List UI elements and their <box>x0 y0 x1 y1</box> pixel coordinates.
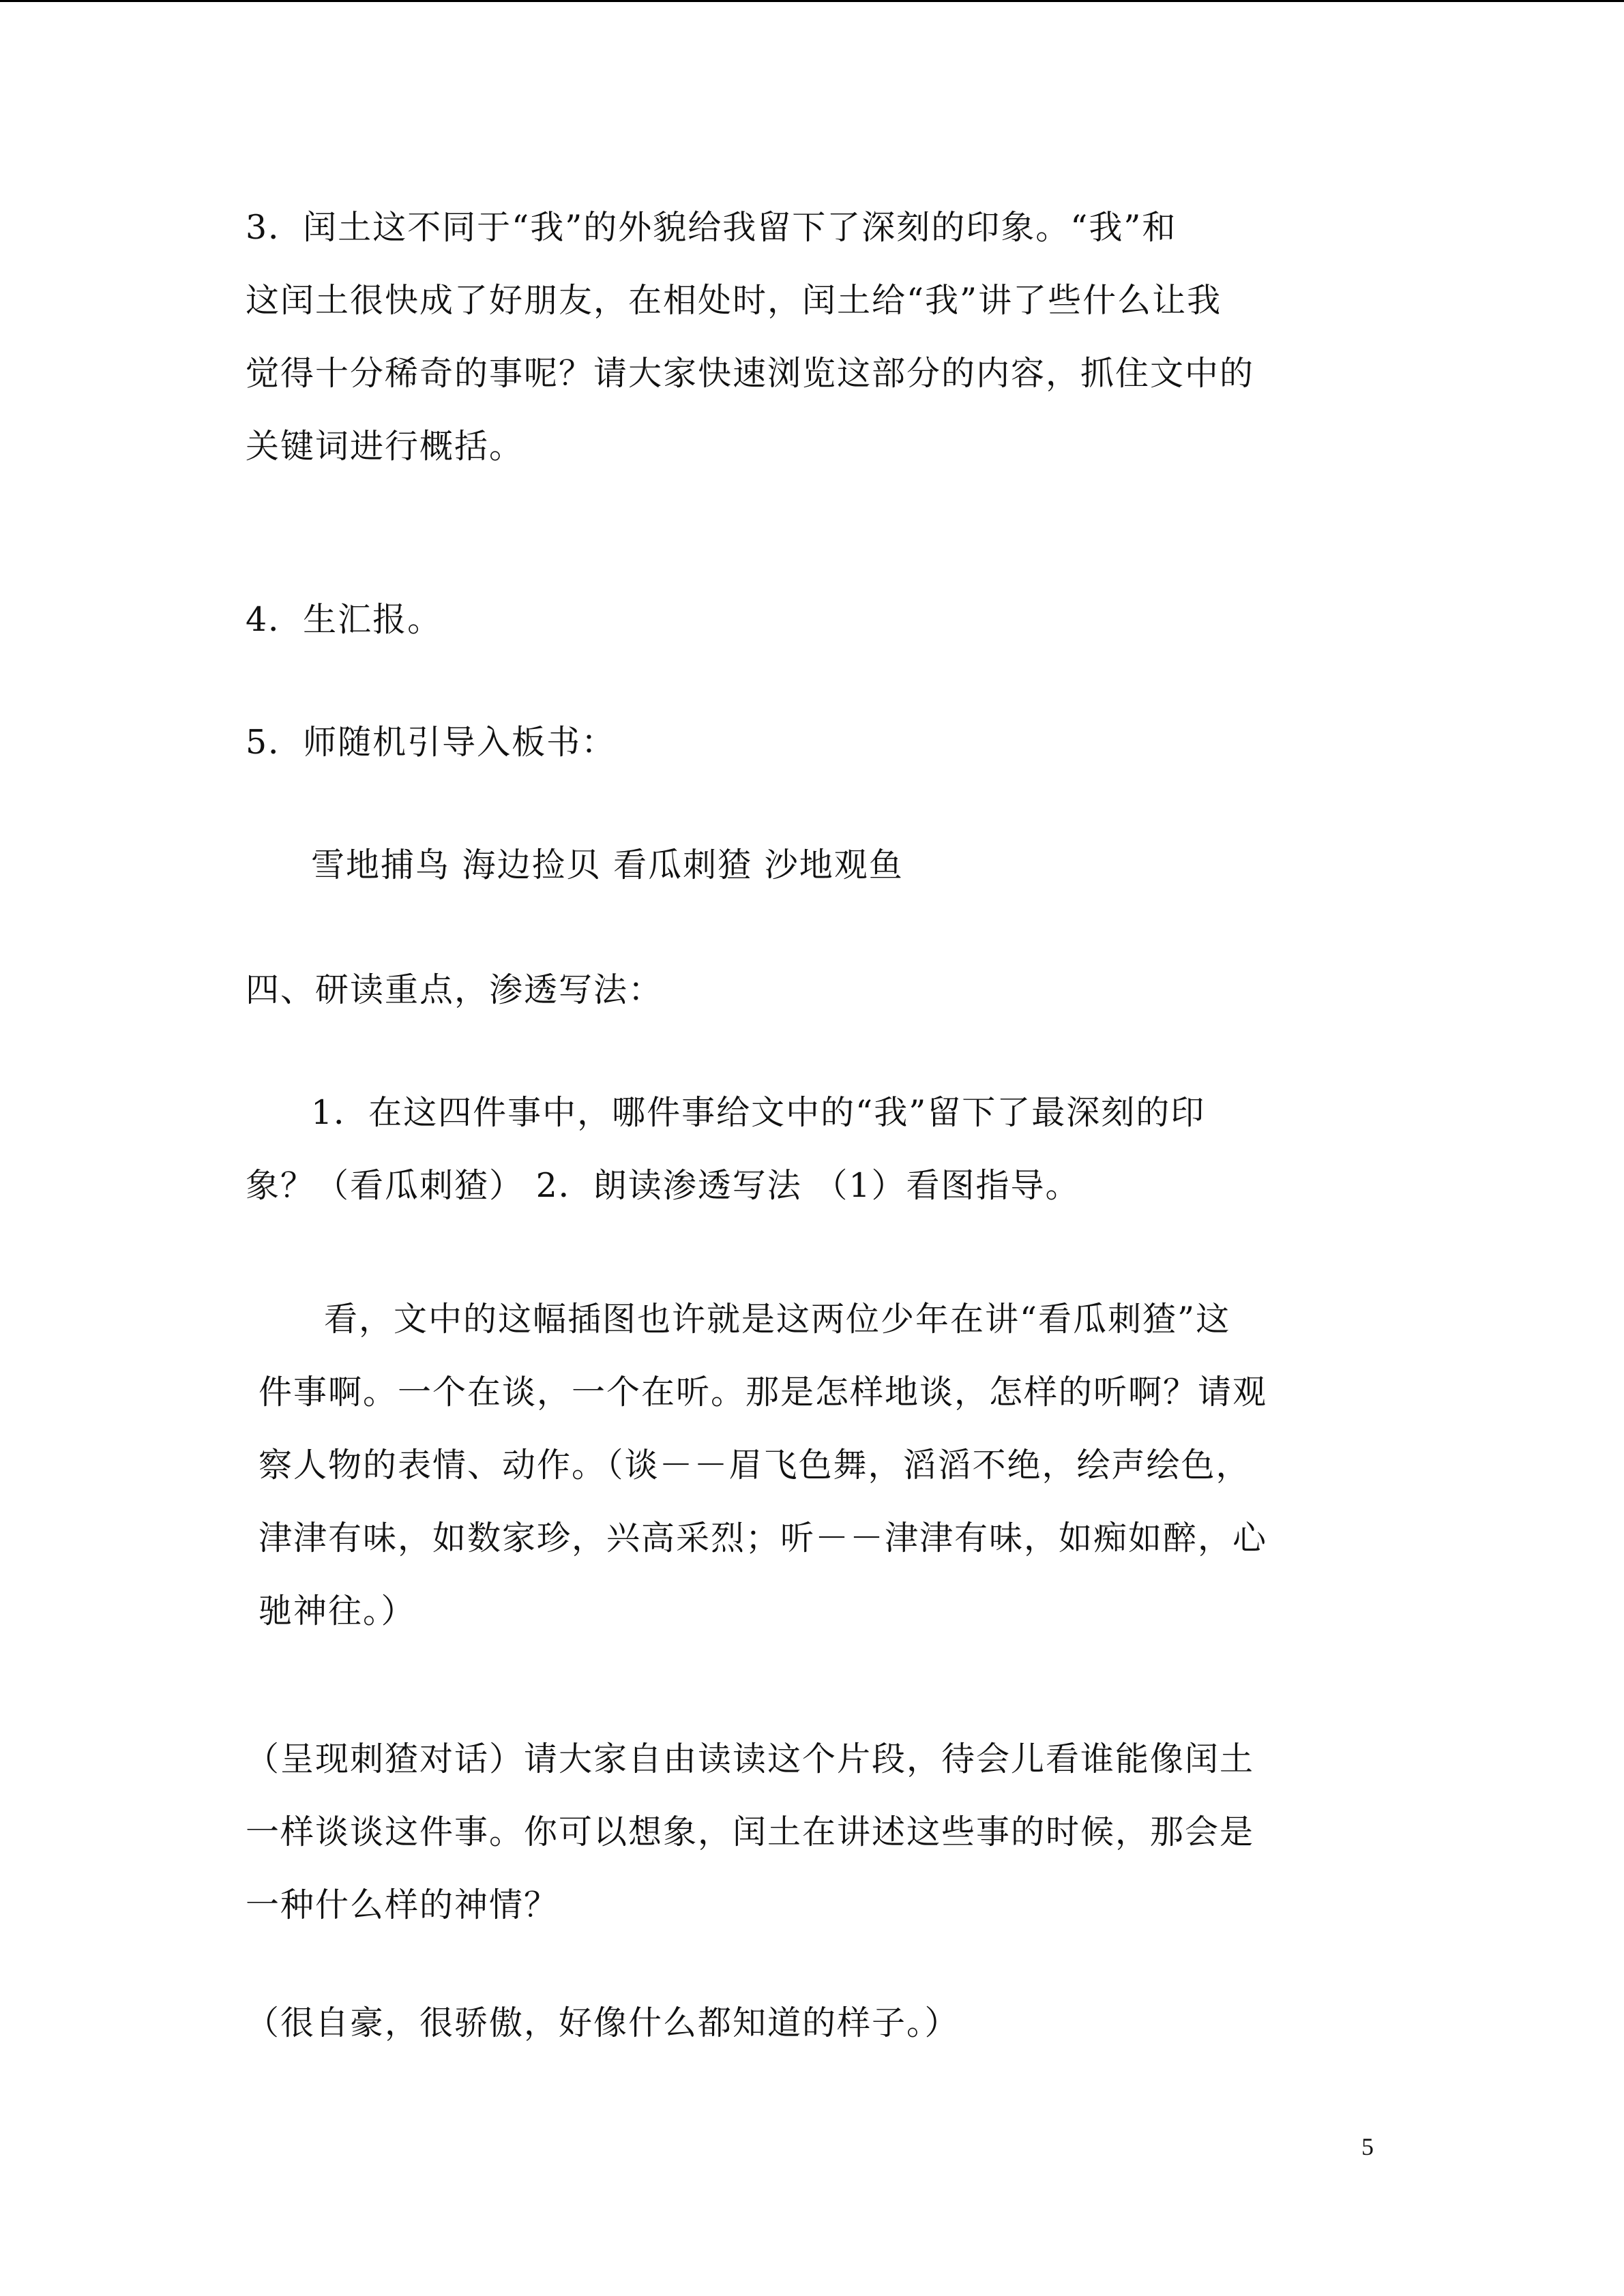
text-line: 驰神往。） <box>259 1592 416 1630</box>
text-line: 3．闰土这不同于“我”的外貌给我留下了深刻的印象。“我”和 <box>246 208 1177 247</box>
text-line: （呈现刺猹对话）请大家自由读读这个片段，待会儿看谁能像闰土 <box>246 1740 1255 1778</box>
text-line: 看，文中的这幅插图也许就是这两位少年在讲“看瓜刺猹”这 <box>324 1300 1231 1339</box>
text-line: 雪地捕鸟 海边捡贝 看瓜刺猹 沙地观鱼 <box>311 846 904 884</box>
dialogue-paragraph <box>246 1723 1378 1941</box>
text-line: 关键词进行概括。 <box>246 427 525 466</box>
section-heading-four <box>246 953 1378 1026</box>
text-line: 一样谈谈这件事。你可以想象，闰土在讲述这些事的时候，那会是 <box>246 1813 1255 1851</box>
text-line: 这闰土很快成了好朋友，在相处时，闰土给“我”讲了些什么让我 <box>246 281 1222 320</box>
text-line: 一种什么样的神情？ <box>246 1885 559 1924</box>
paragraph-5 <box>246 706 1378 779</box>
page-number: 5 <box>1361 2133 1374 2160</box>
paragraph-3 <box>246 191 1378 483</box>
board-writing-line <box>311 829 1443 901</box>
text-line: 件事啊。一个在谈，一个在听。那是怎样地谈，怎样的听啊？请观 <box>259 1373 1268 1412</box>
text-line: 津津有味，如数家珍，兴高采烈；听－－津津有味，如痴如醉，心 <box>259 1519 1268 1557</box>
illustration-guidance-paragraph <box>259 1283 1388 1648</box>
top-border-line <box>0 0 1624 2</box>
text-line: 觉得十分稀奇的事呢？请大家快速浏览这部分的内容，抓住文中的 <box>246 354 1255 393</box>
text-line: 5．师随机引导入板书： <box>246 723 617 762</box>
text-line: 1．在这四件事中，哪件事给文中的“我”留下了最深刻的印 <box>311 1093 1206 1132</box>
answer-paragraph <box>246 1986 1378 2059</box>
text-line: 4．生汇报。 <box>246 600 443 639</box>
text-line: 察人物的表情、动作。（谈－－眉飞色舞，滔滔不绝，绘声绘色， <box>259 1446 1251 1485</box>
reading-paragraph-1 <box>246 1076 1375 1222</box>
text-line: 象？（看瓜刺猹） 2．朗读渗透写法 （1）看图指导。 <box>246 1166 1080 1205</box>
text-line: 四、研读重点，渗透写法： <box>246 970 664 1009</box>
text-line: （很自豪，很骄傲，好像什么都知道的样子。） <box>246 2003 960 2042</box>
paragraph-4 <box>246 583 1378 656</box>
